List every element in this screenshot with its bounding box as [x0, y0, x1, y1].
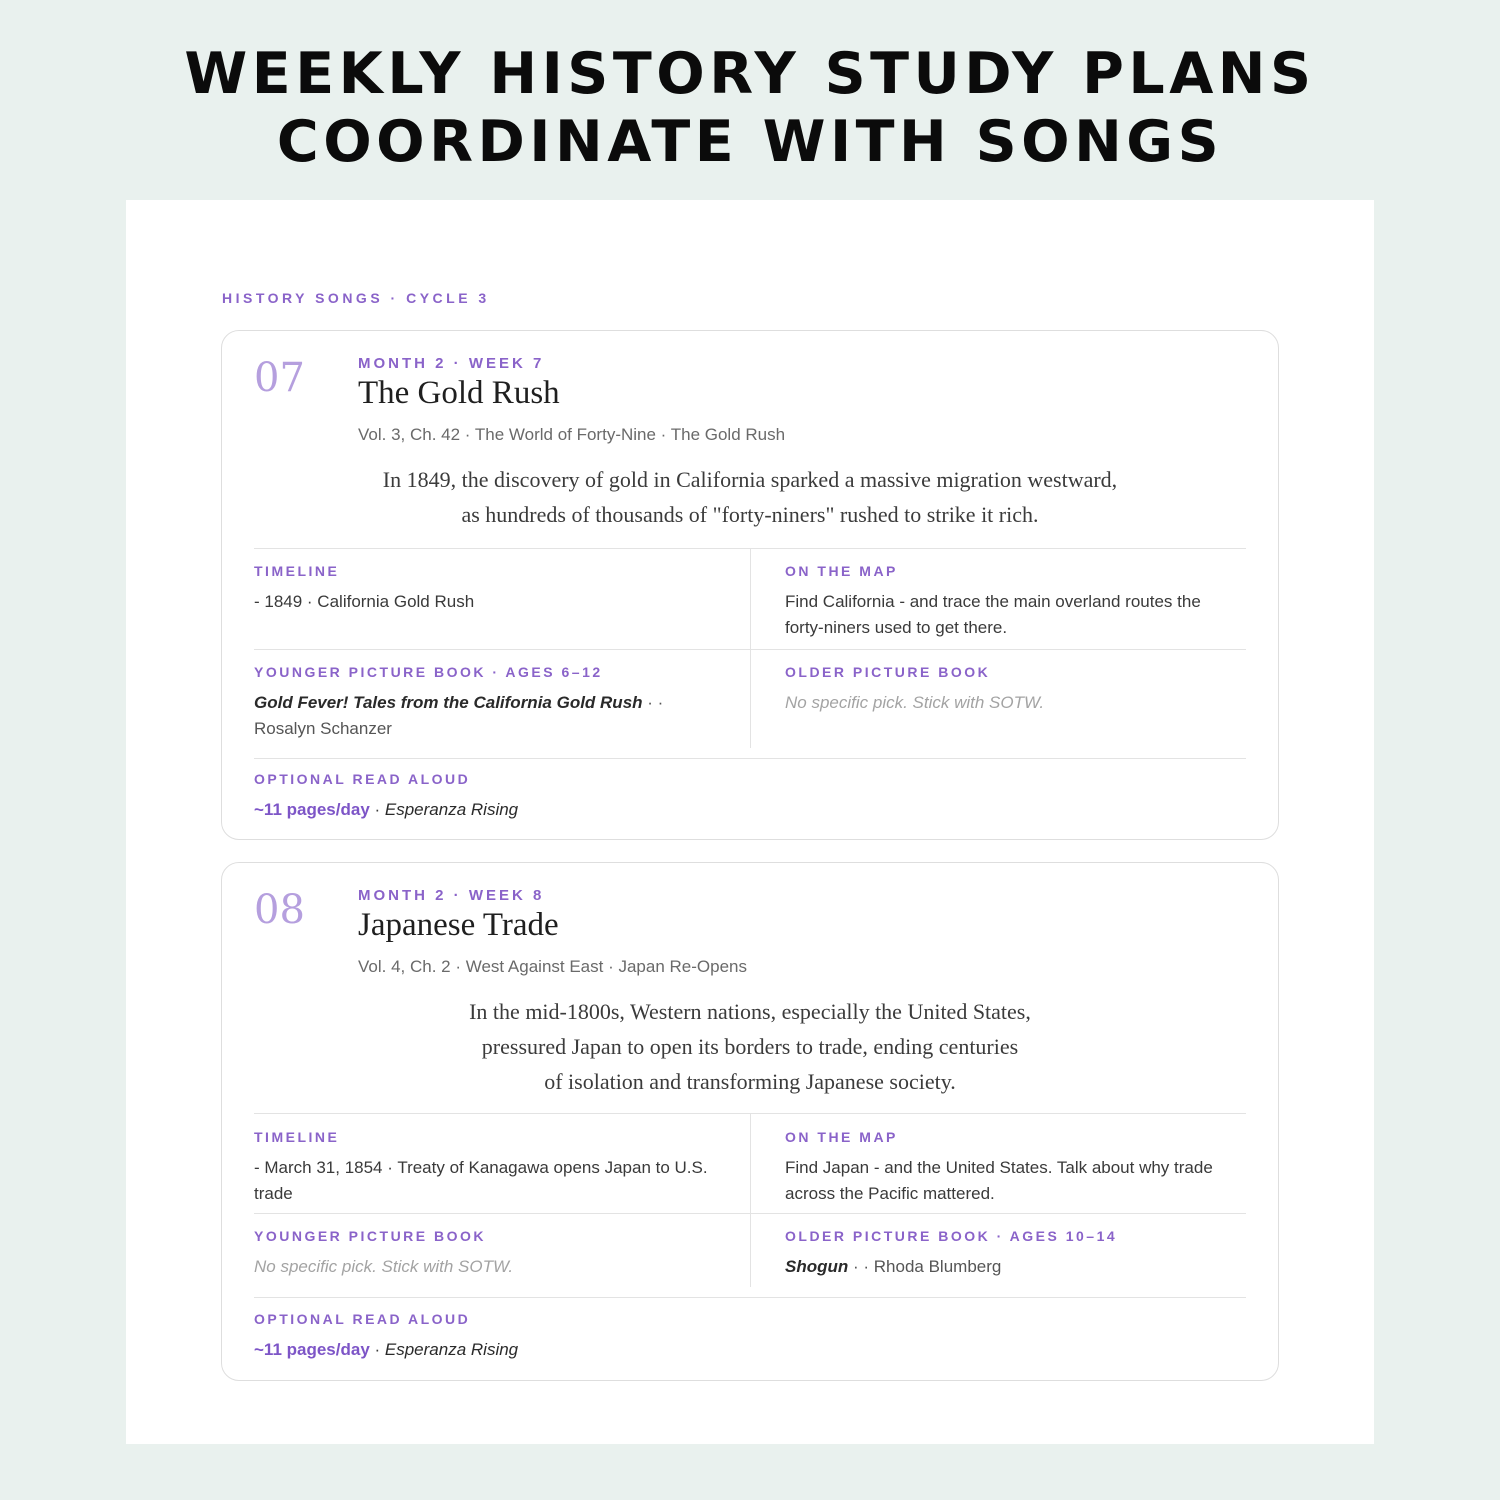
week-meta: MONTH 2 · WEEK 8: [358, 887, 545, 904]
column-divider: [750, 548, 751, 748]
book-title: Shogun: [785, 1257, 849, 1276]
younger-book-section: [254, 1228, 724, 1280]
older-book-text: No specific pick. Stick with SOTW.: [785, 693, 1045, 712]
divider: [254, 649, 1246, 650]
section-label: HISTORY SONGS · CYCLE 3: [222, 290, 490, 306]
summary-line: as hundreds of thousands of "forty-niners" rushed to strike it rich.: [461, 502, 1039, 527]
map-label: ON THE MAP: [785, 563, 898, 579]
divider: [254, 1297, 1246, 1298]
timeline-label: TIMELINE: [254, 1129, 340, 1145]
divider: [254, 1213, 1246, 1214]
read-aloud-label: OPTIONAL READ ALOUD: [254, 771, 471, 787]
younger-book-label: YOUNGER PICTURE BOOK: [254, 1228, 487, 1244]
read-aloud-label: OPTIONAL READ ALOUD: [254, 1311, 471, 1327]
map-text: Find Japan - and the United States. Talk about why trade across the Pacific mattered.: [785, 1158, 1213, 1203]
younger-book-text: No specific pick. Stick with SOTW.: [254, 1257, 514, 1276]
week-title: The Gold Rush: [358, 375, 560, 411]
week-reference: Vol. 4, Ch. 2 · West Against East · Japan Re-Opens: [358, 957, 747, 976]
week-card-8: [221, 862, 1279, 1381]
page-headline: [0, 40, 1500, 176]
summary-line: In 1849, the discovery of gold in California sparked a massive migration westward,: [382, 467, 1118, 492]
summary-line: pressured Japan to open its borders to trade, ending centuries: [481, 1034, 1019, 1059]
separator: · ·: [848, 1257, 874, 1276]
read-aloud-book: Esperanza Rising: [384, 1340, 519, 1359]
headline-line-2: COORDINATE WITH SONGS: [276, 109, 1224, 175]
read-aloud-pages: ~11 pages/day: [254, 800, 370, 819]
read-aloud-section: [254, 1311, 1154, 1363]
book-title: Gold Fever! Tales from the California Gold Rush: [254, 693, 643, 712]
week-summary: [302, 994, 1198, 1099]
timeline-section: [254, 1129, 724, 1207]
divider: [254, 758, 1246, 759]
timeline-label: TIMELINE: [254, 563, 340, 579]
read-aloud-text: [254, 797, 1154, 823]
read-aloud-section: [254, 771, 1154, 823]
week-number: 07: [254, 355, 305, 401]
week-card-7: [221, 330, 1279, 840]
summary-line: of isolation and transforming Japanese society.: [544, 1069, 956, 1094]
younger-book-label: YOUNGER PICTURE BOOK · AGES 6–12: [254, 664, 603, 680]
timeline-text: - March 31, 1854 · Treaty of Kanagawa opens Japan to U.S. trade: [254, 1158, 708, 1203]
study-plan-sheet: [126, 200, 1374, 1444]
younger-book-text: [254, 690, 724, 742]
older-book-text: [785, 1254, 1225, 1280]
older-book-section: [785, 1228, 1225, 1280]
older-book-label: OLDER PICTURE BOOK: [785, 664, 991, 680]
read-aloud-pages: ~11 pages/day: [254, 1340, 370, 1359]
map-text: Find California - and trace the main overland routes the forty-niners used to get there.: [785, 592, 1201, 637]
older-book-section: [785, 664, 1225, 716]
read-aloud-text: [254, 1337, 1154, 1363]
week-reference: Vol. 3, Ch. 42 · The World of Forty-Nine · The Gold Rush: [358, 425, 786, 444]
book-author: Rosalyn Schanzer: [254, 719, 392, 738]
column-divider: [750, 1113, 751, 1287]
book-author: Rhoda Blumberg: [873, 1257, 1002, 1276]
week-summary: [302, 462, 1198, 532]
week-title: Japanese Trade: [358, 907, 559, 943]
week-meta: MONTH 2 · WEEK 7: [358, 355, 545, 372]
timeline-text: - 1849 · California Gold Rush: [254, 592, 475, 611]
map-label: ON THE MAP: [785, 1129, 898, 1145]
separator: · ·: [642, 693, 664, 712]
map-section: [785, 1129, 1225, 1207]
read-aloud-book: Esperanza Rising: [384, 800, 519, 819]
map-section: [785, 563, 1225, 641]
summary-line: In the mid-1800s, Western nations, especially the United States,: [469, 999, 1031, 1024]
older-book-label: OLDER PICTURE BOOK · AGES 10–14: [785, 1228, 1118, 1244]
separator: ·: [369, 800, 385, 819]
week-number: 08: [254, 887, 305, 933]
separator: ·: [369, 1340, 385, 1359]
younger-book-section: [254, 664, 724, 742]
headline-line-1: WEEKLY HISTORY STUDY PLANS: [184, 41, 1316, 107]
timeline-section: [254, 563, 724, 615]
